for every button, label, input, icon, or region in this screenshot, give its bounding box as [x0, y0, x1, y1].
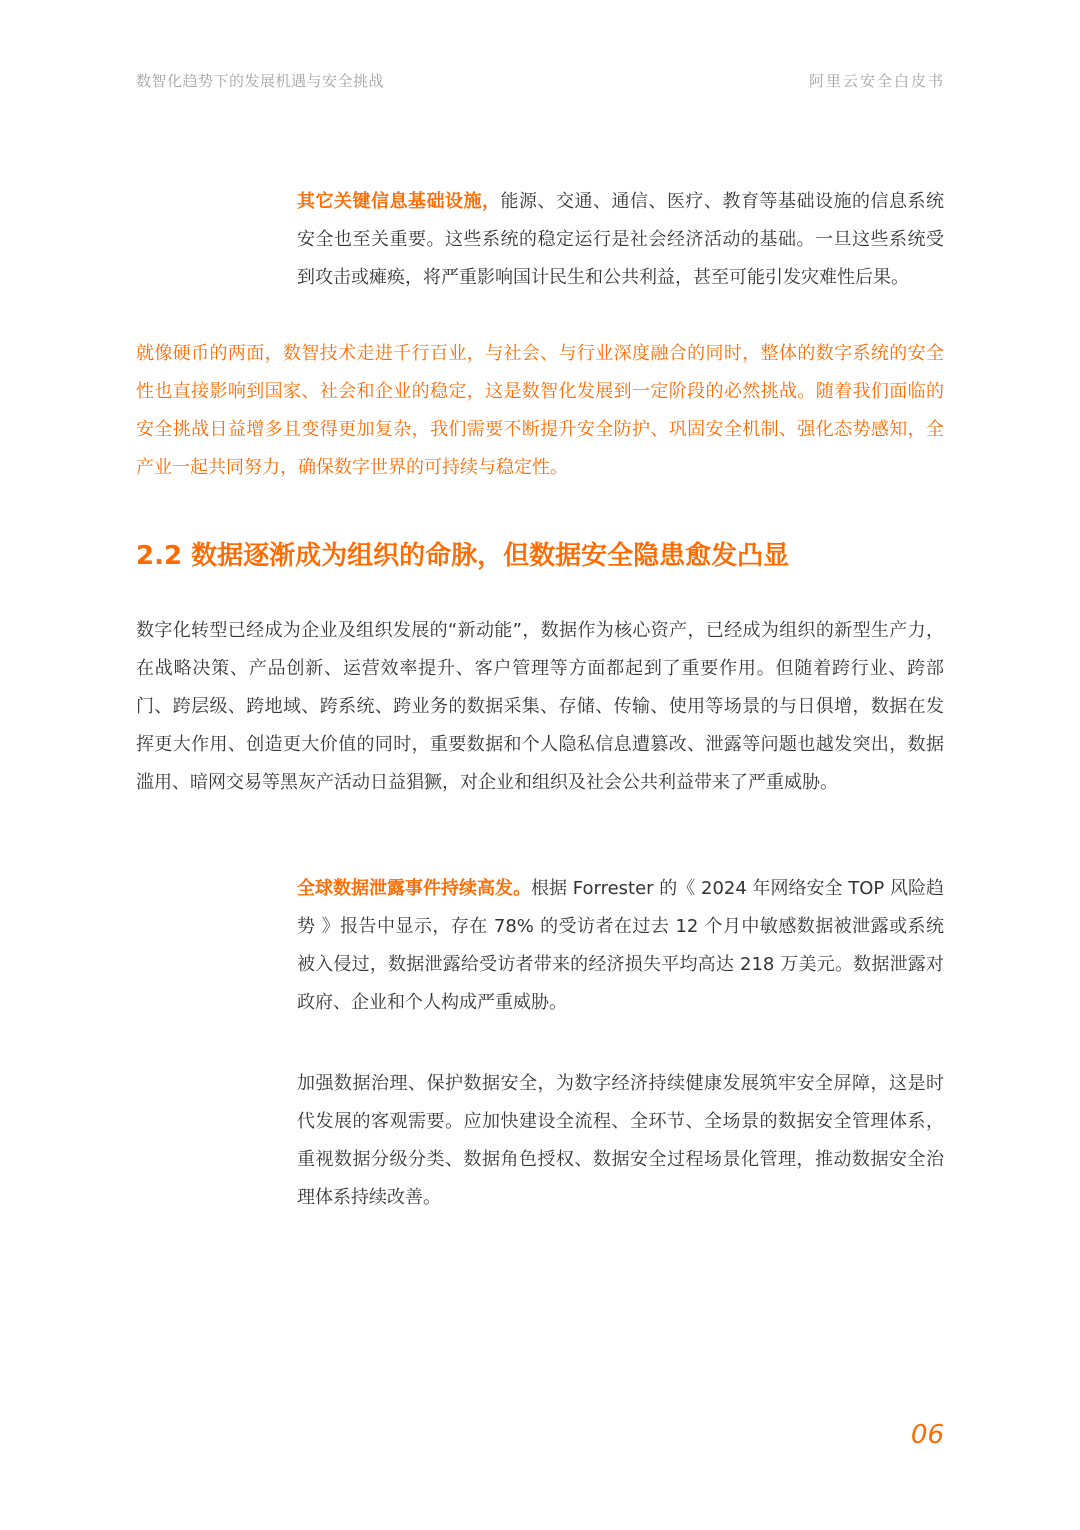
paragraph-highlight: 就像硬币的两面，数智技术走进千行百业，与社会、与行业深度融合的同时，整体的数字系统的安全性也直接影响到国家、社会和企业的稳定，这是数智化发展到一定阶段的必然挑战。随着我们面临的安全挑战日益增多且变得更加复杂，我们需要不断提升安全防护、巩固安全机制、强化态势感知，全产业一起共同努力，确保数字世界的可持续与稳定性。: [136, 343, 944, 478]
paragraph-infrastructure-lead: 其它关键信息基础设施，: [297, 191, 501, 212]
paragraph-data-leak-text: 根据 Forrester 的《 2024 年网络安全 TOP 风险趋势 》报告中显示，存在 78% 的受访者在过去 12 个月中敏感数据被泄露或系统被入侵过，数据泄露给受访者带来的经济损失平均高达 218 万美元。数据泄露对政府、企业和个人构成严重威胁。: [297, 878, 945, 1013]
paragraph-data-leak-lead: 全球数据泄露事件持续高发。: [297, 878, 532, 899]
paragraph-data-intro: 数字化转型已经成为企业及组织发展的“新动能”，数据作为核心资产，已经成为组织的新型生产力，在战略决策、产品创新、运营效率提升、客户管理等方面都起到了重要作用。但随着跨行业、跨部门、跨层级、跨地域、跨系统、跨业务的数据采集、存储、传输、使用等场景的与日俱增，数据在发挥更大作用、创造更大价值的同时，重要数据和个人隐私信息遭篡改、泄露等问题也越发突出，数据滥用、暗网交易等黑灰产活动日益猖獗，对企业和组织及社会公共利益带来了严重威胁。: [136, 620, 944, 793]
paragraph-infrastructure: [297, 183, 944, 297]
paragraph-data-leak: [297, 870, 944, 1022]
section-heading: 2.2 数据逐渐成为组织的命脉，但数据安全隐患愈发凸显: [136, 541, 790, 571]
paragraph-infrastructure-text: 能源、交通、通信、医疗、教育等基础设施的信息系统安全也至关重要。这些系统的稳定运行是社会经济活动的基础。一旦这些系统受到攻击或瘫痪，将严重影响国计民生和公共利益，甚至可能引发灾难性后果。: [297, 191, 944, 288]
page-number: 06: [910, 1420, 944, 1450]
header-right-title: 阿里云安全白皮书: [808, 72, 945, 90]
header-left-title: 数智化趋势下的发展机遇与安全挑战: [136, 72, 385, 90]
paragraph-governance: 加强数据治理、保护数据安全，为数字经济持续健康发展筑牢安全屏障，这是时代发展的客观需要。应加快建设全流程、全环节、全场景的数据安全管理体系，重视数据分级分类、数据角色授权、数据安全过程场景化管理，推动数据安全治理体系持续改善。: [297, 1073, 944, 1208]
